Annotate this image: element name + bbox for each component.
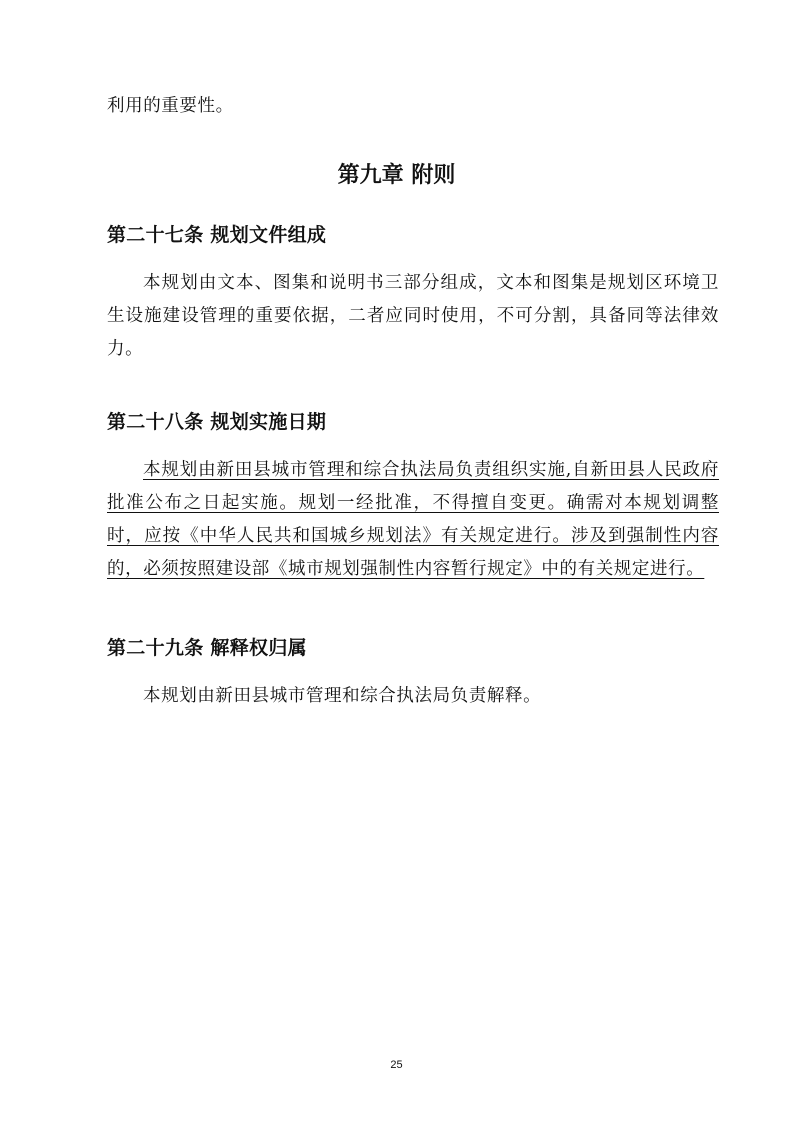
article-29-heading: 第二十九条 解释权归属 — [107, 637, 307, 659]
article-28-body: 本规划由新田县城市管理和综合执法局负责组织实施,自新田县人民政府批准公布之日起实施。规划一经批准，不得擅自变更。确需对本规划调整时，应按《中华人民共和国城乡规划法》有关规定进行。涉及到强制性内容的，必须按照建设部《城市规划强制性内容暂行规定》中的有关规定进行。 — [107, 460, 719, 579]
article-29-body: 本规划由新田县城市管理和综合执法局负责解释。 — [143, 686, 542, 706]
article-27-body: 本规划由文本、图集和说明书三部分组成，文本和图集是规划区环境卫生设施建设管理的重要依据，二者应同时使用，不可分割，具备同等法律效力。 — [107, 273, 719, 359]
continuation-paragraph: 利用的重要性。 — [107, 96, 234, 116]
article-28-heading: 第二十八条 规划实施日期 — [107, 411, 327, 433]
page-number: 25 — [390, 1059, 403, 1071]
chapter-title: 第九章 附则 — [337, 163, 456, 188]
article-27-heading: 第二十七条 规划文件组成 — [107, 224, 327, 246]
